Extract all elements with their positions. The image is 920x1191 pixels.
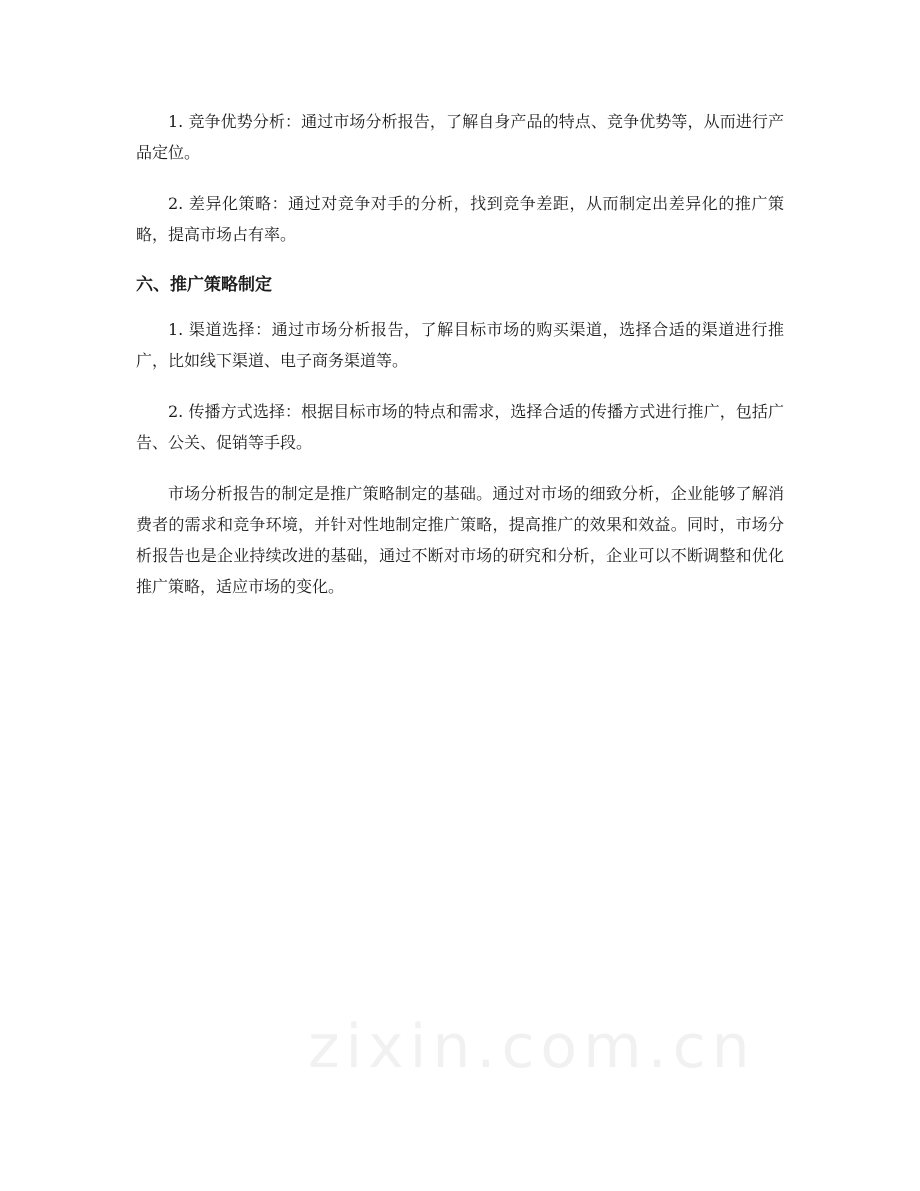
watermark: zixin.com.cn: [308, 1012, 756, 1082]
document-body: [136, 106, 784, 622]
paragraph-channel-selection: 1. 渠道选择：通过市场分析报告，了解目标市场的购买渠道，选择合适的渠道进行推广，比如线下渠道、电子商务渠道等。: [136, 320, 784, 370]
paragraph-communication-method: 2. 传播方式选择：根据目标市场的特点和需求，选择合适的传播方式进行推广，包括广告、公关、促销等手段。: [136, 402, 784, 452]
section-heading-promotion-strategy: 六、推广策略制定: [136, 275, 272, 295]
paragraph-differentiation-strategy: 2. 差异化策略：通过对竞争对手的分析，找到竞争差距，从而制定出差异化的推广策略，提高市场占有率。: [136, 194, 784, 244]
paragraph-conclusion: 市场分析报告的制定是推广策略制定的基础。通过对市场的细致分析，企业能够了解消费者的需求和竞争环境，并针对性地制定推广策略，提高推广的效果和效益。同时，市场分析报告也是企业持续改进的基础，通过不断对市场的研究和分析，企业可以不断调整和优化推广策略，适应市场的变化。: [136, 484, 784, 596]
paragraph-competitive-advantage: 1. 竞争优势分析：通过市场分析报告，了解自身产品的特点、竞争优势等，从而进行产品定位。: [136, 112, 784, 162]
